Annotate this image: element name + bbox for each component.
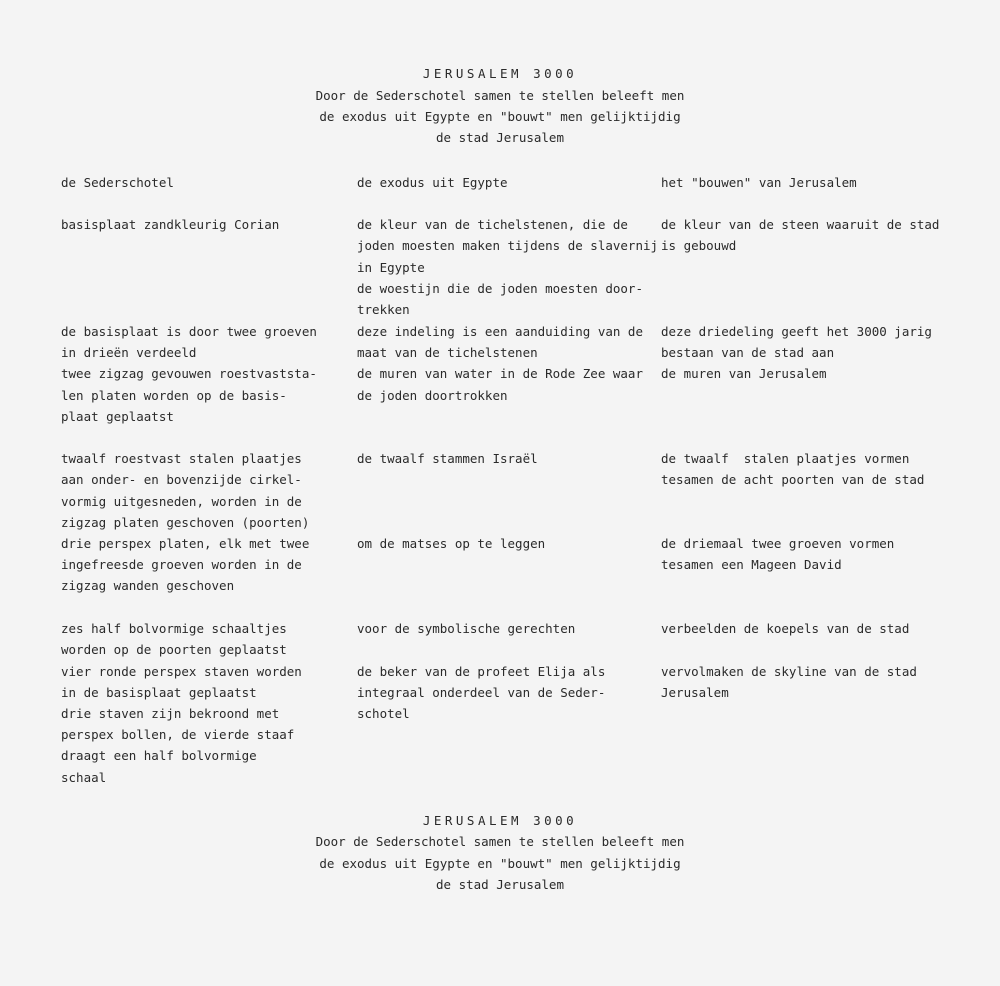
top-title: JERUSALEM 3000: [422, 66, 578, 81]
row2-col3-line: bestaan van de stad aan: [661, 345, 835, 360]
row6-col1-line: in de basisplaat geplaatst: [61, 685, 257, 700]
row2-col1-line: in drieën verdeeld: [61, 345, 197, 360]
row6-col1-line: drie staven zijn bekroond met: [61, 706, 280, 721]
row6-col1-line: perspex bollen, de vierde staaf: [61, 727, 295, 742]
top-subtitle-line-3: de stad Jerusalem: [436, 130, 564, 145]
column-header-jerusalem: het "bouwen" van Jerusalem: [661, 175, 857, 190]
top-subtitle-line-2: de exodus uit Egypte en "bouwt" men gelijktijdig: [319, 109, 681, 124]
row6-col1-line: draagt een half bolvormige: [61, 748, 257, 763]
row1-col3-line: is gebouwd: [661, 238, 737, 253]
row4-col1-line: drie perspex platen, elk met twee: [61, 536, 310, 551]
row3-col1-line: twaalf roestvast stalen plaatjes: [61, 451, 302, 466]
row1-col2-line: in Egypte: [357, 260, 425, 275]
row3-col1-line: aan onder- en bovenzijde cirkel-: [61, 472, 302, 487]
row3-col1-line: vormig uitgesneden, worden in de: [61, 494, 302, 509]
row2-col2-line: deze indeling is een aanduiding van de: [357, 324, 643, 339]
row6-col2-line: de beker van de profeet Elija als: [357, 664, 606, 679]
column-header-sederschotel: de Sederschotel: [61, 175, 174, 190]
row2-col1-line: de basisplaat is door twee groeven: [61, 324, 317, 339]
row6-col3-line: Jerusalem: [661, 685, 729, 700]
column-header-exodus: de exodus uit Egypte: [357, 175, 508, 190]
row2-col2-line: de joden doortrokken: [357, 388, 508, 403]
row4-col3-line: de driemaal twee groeven vormen: [661, 536, 895, 551]
row3-col3-line: tesamen de acht poorten van de stad: [661, 472, 925, 487]
row1-col1-line: basisplaat zandkleurig Corian: [61, 217, 280, 232]
row2-col1-line: plaat geplaatst: [61, 409, 174, 424]
row2-col2-line: maat van de tichelstenen: [357, 345, 538, 360]
row5-col1-line: worden op de poorten geplaatst: [61, 642, 287, 657]
row6-col2-line: schotel: [357, 706, 410, 721]
row5-col1-line: zes half bolvormige schaaltjes: [61, 621, 287, 636]
row2-col3-line: deze driedeling geeft het 3000 jarig: [661, 324, 932, 339]
row2-col2-line: de muren van water in de Rode Zee waar: [357, 366, 643, 381]
row1-col2-line: de woestijn die de joden moesten door-: [357, 281, 643, 296]
row2-col3-line: de muren van Jerusalem: [661, 366, 827, 381]
row6-col2-line: integraal onderdeel van de Seder-: [357, 685, 606, 700]
row6-col1-line: vier ronde perspex staven worden: [61, 664, 302, 679]
row6-col3-line: vervolmaken de skyline van de stad: [661, 664, 917, 679]
bottom-subtitle-line-2: de exodus uit Egypte en "bouwt" men gelijktijdig: [319, 856, 681, 871]
row1-col2-line: joden moesten maken tijdens de slavernij: [357, 238, 659, 253]
row3-col3-line: de twaalf stalen plaatjes vormen: [661, 451, 910, 466]
bottom-subtitle-line-1: Door de Sederschotel samen te stellen beleeft men: [315, 834, 685, 849]
row3-col1-line: zigzag platen geschoven (poorten): [61, 515, 310, 530]
row4-col1-line: ingefreesde groeven worden in de: [61, 557, 302, 572]
row5-col3-line: verbeelden de koepels van de stad: [661, 621, 910, 636]
bottom-subtitle-line-3: de stad Jerusalem: [436, 877, 564, 892]
row4-col3-line: tesamen een Mageen David: [661, 557, 842, 572]
row1-col2-line: trekken: [357, 302, 410, 317]
row5-col2-line: voor de symbolische gerechten: [357, 621, 576, 636]
row6-col1-line: schaal: [61, 770, 107, 785]
row2-col1-line: len platen worden op de basis-: [61, 388, 287, 403]
row1-col2-line: de kleur van de tichelstenen, die de: [357, 217, 628, 232]
top-subtitle-line-1: Door de Sederschotel samen te stellen beleeft men: [315, 88, 685, 103]
row4-col1-line: zigzag wanden geschoven: [61, 578, 235, 593]
bottom-title: JERUSALEM 3000: [422, 813, 578, 828]
row3-col2-line: de twaalf stammen Israël: [357, 451, 538, 466]
row1-col3-line: de kleur van de steen waaruit de stad: [661, 217, 940, 232]
row2-col1-line: twee zigzag gevouwen roestvaststa-: [61, 366, 317, 381]
row4-col2-line: om de matses op te leggen: [357, 536, 546, 551]
